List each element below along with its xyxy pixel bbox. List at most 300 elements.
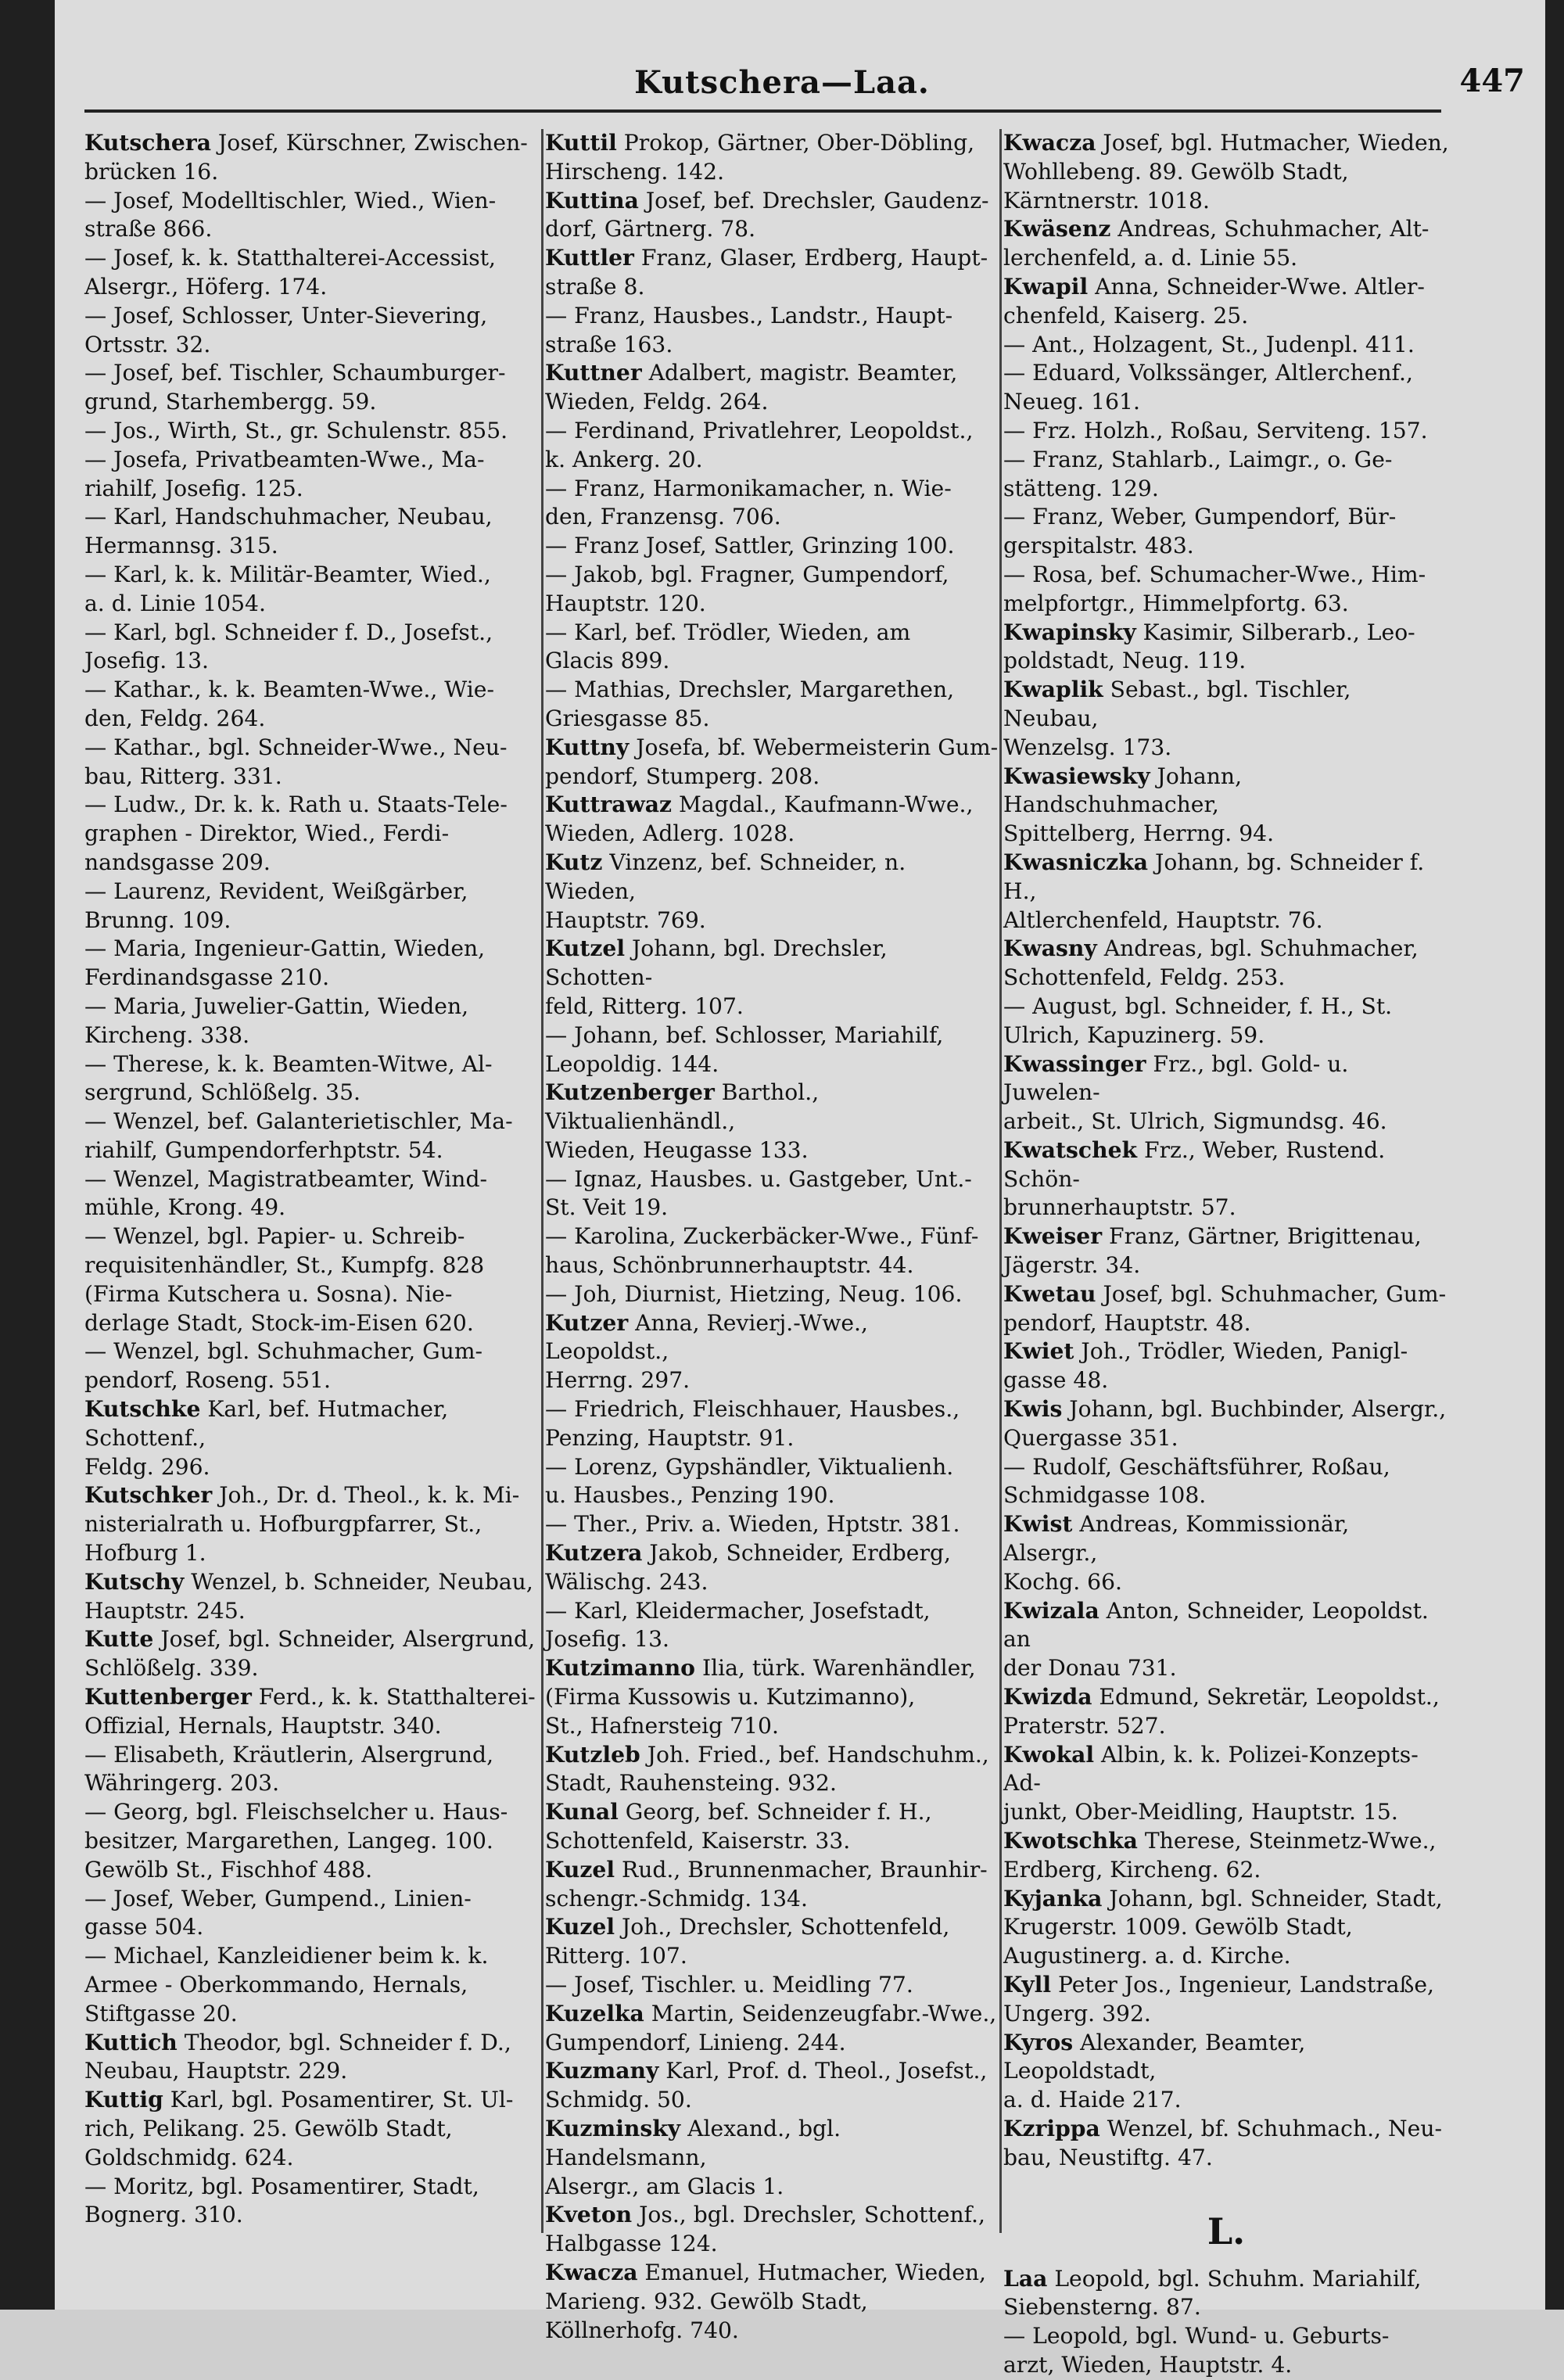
- directory-line: [545, 1798, 999, 1827]
- directory-line: [84, 849, 546, 878]
- directory-line: [545, 302, 999, 331]
- entry-text: Johann, bgl. Drechsler, Schotten-: [545, 935, 888, 991]
- surname: Kutte: [84, 1626, 154, 1653]
- directory-line: [84, 215, 546, 244]
- entry-text: Marieng. 932. Gewölb Stadt,: [545, 2288, 868, 2314]
- surname: Kuzel: [545, 1856, 615, 1883]
- entry-text: Siebensterng. 87.: [1003, 2294, 1201, 2321]
- directory-line: [1003, 273, 1449, 302]
- directory-line: [1003, 244, 1449, 273]
- directory-line: [84, 503, 546, 532]
- entry-text: — Frz. Holzh., Roßau, Serviteng. 157.: [1003, 417, 1428, 443]
- entry-text: Andreas, bgl. Schuhmacher,: [1096, 935, 1419, 962]
- surname: Kuttrawaz: [545, 792, 673, 818]
- entry-text: Feldg. 296.: [84, 1453, 210, 1480]
- entry-text: mühle, Krong. 49.: [84, 1194, 286, 1221]
- entry-text: a. d. Linie 1054.: [84, 590, 266, 616]
- directory-line: [545, 1194, 999, 1222]
- entry-text: Edmund, Sekretär, Leopoldst.,: [1092, 1684, 1440, 1711]
- directory-line: [84, 1366, 546, 1395]
- directory-line: [1003, 1280, 1449, 1309]
- entry-text: Vinzenz, bef. Schneider, n. Wieden,: [545, 849, 906, 904]
- surname: Kwasiewsky: [1003, 763, 1150, 789]
- surname: Kuttina: [545, 187, 639, 214]
- entry-text: bau, Neustiftg. 47.: [1003, 2144, 1213, 2170]
- directory-line: [545, 2173, 999, 2202]
- entry-text: St. Veit 19.: [545, 1194, 669, 1221]
- surname: Kutzenberger: [545, 1079, 715, 1106]
- entry-text: Josef, bef. Drechsler, Gaudenz-: [638, 187, 989, 214]
- entry-text: Ilia, türk. Warenhändler,: [695, 1655, 976, 1682]
- entry-text: Kärntnerstr. 1018.: [1003, 187, 1210, 214]
- entry-text: Wenzel, b. Schneider, Neubau,: [184, 1568, 533, 1595]
- directory-line: [1003, 2029, 1449, 2087]
- directory-line: [545, 2000, 999, 2029]
- directory-line: [545, 1251, 999, 1280]
- surname: Kunal: [545, 1799, 619, 1825]
- directory-line: [1003, 1050, 1449, 1108]
- entry-text: Theodor, bgl. Schneider f. D.,: [177, 2029, 511, 2055]
- entry-text: derlage Stadt, Stock-im-Eisen 620.: [84, 1309, 474, 1336]
- entry-text: — Maria, Juwelier-Gattin, Wieden,: [84, 993, 469, 1019]
- entry-text: Griesgasse 85.: [545, 705, 710, 731]
- directory-line: [545, 676, 999, 705]
- directory-line: [1003, 1568, 1449, 1597]
- directory-line: [84, 820, 546, 849]
- directory-line: [545, 2288, 999, 2317]
- directory-line: [1003, 619, 1449, 648]
- entry-text: — Jakob, bgl. Fragner, Gumpendorf,: [545, 561, 949, 587]
- directory-line: [545, 1222, 999, 1251]
- directory-line: [84, 446, 546, 475]
- directory-line: [545, 1913, 999, 1942]
- entry-text: Alsergr., am Glacis 1.: [545, 2173, 784, 2199]
- entry-text: — Kathar., bgl. Schneider-Wwe., Neu-: [84, 734, 508, 760]
- directory-line: [545, 1424, 999, 1453]
- entry-text: Ulrich, Kapuzinerg. 59.: [1003, 1021, 1265, 1048]
- directory-line: [1003, 1136, 1449, 1194]
- entry-text: Herrng. 297.: [545, 1367, 691, 1394]
- directory-line: [545, 215, 999, 244]
- directory-line: [1003, 1366, 1449, 1395]
- directory-line: [545, 1885, 999, 1914]
- entry-text: — Josef, Tischler. u. Meidling 77.: [545, 1972, 913, 1998]
- entry-text: a. d. Haide 217.: [1003, 2087, 1182, 2113]
- directory-line: [1003, 129, 1449, 158]
- entry-text: — Jos., Wirth, St., gr. Schulenstr. 855.: [84, 417, 508, 443]
- entry-text: Martin, Seidenzeugfabr.-Wwe.,: [644, 2000, 997, 2026]
- directory-line: [545, 849, 999, 906]
- entry-text: riahilf, Josefig. 125.: [84, 475, 303, 501]
- column-divider: [999, 129, 1002, 2233]
- directory-line: [1003, 647, 1449, 676]
- directory-line: [84, 1539, 546, 1568]
- entry-text: Penzing, Hauptstr. 91.: [545, 1424, 795, 1451]
- directory-line: [84, 1827, 546, 1856]
- entry-text: — Michael, Kanzleidiener beim k. k.: [84, 1943, 489, 1969]
- entry-text: Praterstr. 527.: [1003, 1712, 1166, 1739]
- directory-line: [84, 1510, 546, 1539]
- entry-text: Hauptstr. 769.: [545, 906, 706, 933]
- entry-text: Josef, bgl. Hutmacher, Wieden,: [1096, 130, 1449, 156]
- directory-line: [545, 734, 999, 763]
- surname: Kwasniczka: [1003, 849, 1149, 875]
- entry-text: u. Hausbes., Penzing 190.: [545, 1482, 835, 1509]
- header-rule: [84, 109, 1441, 113]
- surname: Kuttny: [545, 734, 630, 760]
- directory-line: [1003, 475, 1449, 504]
- directory-line: [545, 158, 999, 187]
- surname: Kuttig: [84, 2087, 163, 2113]
- directory-line: [545, 1942, 999, 1971]
- entry-text: Joh., Dr. d. Theol., k. k. Mi-: [212, 1482, 520, 1509]
- entry-text: Johann, bgl. Buchbinder, Alsergr.,: [1062, 1396, 1447, 1423]
- entry-text: Kircheng. 338.: [84, 1021, 250, 1048]
- directory-line: [1003, 1510, 1449, 1568]
- directory-line: [84, 1913, 546, 1942]
- entry-text: Johann, bgl. Schneider, Stadt,: [1102, 1885, 1443, 1912]
- entry-text: Halbgasse 124.: [545, 2231, 718, 2257]
- entry-text: Schlößelg. 339.: [84, 1655, 259, 1682]
- entry-text: Alsergr., Höferg. 174.: [84, 273, 328, 300]
- entry-text: — Joh, Diurnist, Hietzing, Neug. 106.: [545, 1280, 963, 1307]
- entry-text: Wieden, Adlerg. 1028.: [545, 820, 795, 847]
- entry-text: (Firma Kussowis u. Kutzimanno),: [545, 1684, 916, 1711]
- entry-text: Krugerstr. 1009. Gewölb Stadt,: [1003, 1914, 1353, 1940]
- directory-line: [545, 1971, 999, 2000]
- entry-text: — Josef, Modelltischler, Wied., Wien-: [84, 187, 497, 214]
- entry-text: Hauptstr. 120.: [545, 590, 706, 616]
- entry-text: straße 8.: [545, 273, 645, 300]
- entry-text: Andreas, Kommissionär, Alsergr.,: [1003, 1511, 1350, 1567]
- entry-text: Bognerg. 310.: [84, 2202, 243, 2228]
- entry-text: Ortsstr. 32.: [84, 331, 211, 357]
- directory-line: [545, 1568, 999, 1597]
- entry-text: — Rosa, bef. Schumacher-Wwe., Him-: [1003, 561, 1426, 587]
- entry-text: Johann, Handschuhmacher,: [1003, 763, 1243, 818]
- entry-text: Johann, bg. Schneider f. H.,: [1003, 849, 1425, 904]
- entry-text: melpfortgr., Himmelpfortg. 63.: [1003, 590, 1349, 616]
- directory-line: [1003, 1827, 1449, 1856]
- directory-line: [1003, 1683, 1449, 1712]
- directory-line: [545, 1712, 999, 1741]
- directory-line: [84, 1021, 546, 1050]
- directory-line: [545, 1395, 999, 1424]
- directory-line: [1003, 2265, 1449, 2294]
- entry-text: haus, Schönbrunnerhauptstr. 44.: [545, 1252, 914, 1279]
- entry-text: Anton, Schneider, Leopoldst. an: [1003, 1597, 1429, 1653]
- directory-line: [84, 734, 546, 763]
- directory-line: [84, 1136, 546, 1165]
- directory-line: [1003, 1021, 1449, 1050]
- directory-line: [545, 129, 999, 158]
- entry-text: (Firma Kutschera u. Sosna). Nie-: [84, 1280, 453, 1307]
- entry-text: pendorf, Roseng. 551.: [84, 1367, 331, 1394]
- entry-text: Ungerg. 392.: [1003, 2000, 1151, 2026]
- directory-line: [545, 2057, 999, 2086]
- entry-text: Wälischg. 243.: [545, 1568, 708, 1595]
- entry-text: bau, Ritterg. 331.: [84, 763, 282, 789]
- surname: Kwaplik: [1003, 677, 1103, 703]
- directory-line: [545, 1510, 999, 1539]
- entry-text: St., Hafnersteig 710.: [545, 1712, 779, 1739]
- directory-line: [84, 1050, 546, 1079]
- entry-text: — Karl, bef. Trödler, Wieden, am: [545, 619, 911, 645]
- directory-line: [545, 1366, 999, 1395]
- entry-text: — Laurenz, Revident, Weißgärber,: [84, 878, 468, 904]
- surname: Kwizda: [1003, 1684, 1092, 1711]
- directory-line: [1003, 2115, 1449, 2144]
- entry-text: Armee - Oberkommando, Hernals,: [84, 1972, 468, 1998]
- entry-text: Sebast., bgl. Tischler, Neubau,: [1003, 677, 1351, 731]
- directory-line: [84, 1568, 546, 1597]
- entry-text: Ritterg. 107.: [545, 1943, 687, 1969]
- directory-line: [1003, 2086, 1449, 2115]
- entry-text: Jakob, Schneider, Erdberg,: [642, 1540, 951, 1567]
- entry-text: Glacis 899.: [545, 648, 670, 674]
- directory-line: [1003, 590, 1449, 619]
- directory-line: [84, 417, 546, 446]
- surname: Kweiser: [1003, 1223, 1103, 1250]
- entry-text: Josefig. 13.: [545, 1626, 670, 1653]
- directory-line: [84, 964, 546, 993]
- directory-line: [545, 1625, 999, 1654]
- entry-text: Karl, Prof. d. Theol., Josefst.,: [658, 2058, 988, 2084]
- directory-line: [1003, 158, 1449, 187]
- directory-line: [84, 1712, 546, 1741]
- directory-line: [84, 475, 546, 504]
- directory-line: [1003, 1856, 1449, 1885]
- directory-line: [84, 1079, 546, 1107]
- page-title: Kutschera—Laa.: [634, 64, 930, 101]
- directory-line: [84, 561, 546, 590]
- entry-text: Adalbert, magistr. Beamter,: [641, 360, 958, 386]
- directory-line: [545, 1050, 999, 1079]
- entry-text: Neubau, Hauptstr. 229.: [84, 2058, 348, 2084]
- directory-line: [545, 1453, 999, 1482]
- directory-line: [1003, 503, 1449, 532]
- directory-line: [545, 590, 999, 619]
- entry-text: — Ther., Priv. a. Wieden, Hptstr. 381.: [545, 1511, 960, 1538]
- directory-line: [84, 2057, 546, 2086]
- entry-text: Wenzelsg. 173.: [1003, 734, 1172, 760]
- directory-line: [84, 1481, 546, 1510]
- directory-line: [84, 1971, 546, 2000]
- entry-text: Karl, bgl. Posamentirer, St. Ul-: [163, 2087, 514, 2113]
- entry-text: Jägerstr. 34.: [1003, 1252, 1141, 1279]
- directory-line: [84, 2201, 546, 2230]
- surname: Kuzmany: [545, 2058, 659, 2084]
- surname: Kwist: [1003, 1511, 1073, 1538]
- entry-text: — Josef, Schlosser, Unter-Sievering,: [84, 302, 488, 328]
- entry-text: Alexand., bgl. Handelsmann,: [545, 2115, 841, 2170]
- entry-text: Spittelberg, Herrng. 94.: [1003, 820, 1275, 847]
- surname: Laa: [1003, 2265, 1048, 2292]
- entry-text: Leopold, bgl. Schuhm. Mariahilf,: [1047, 2265, 1422, 2292]
- directory-line: [545, 1481, 999, 1510]
- directory-line: [84, 187, 546, 216]
- entry-text: Stiftgasse 20.: [84, 2000, 238, 2026]
- directory-line: [84, 791, 546, 820]
- entry-text: Währingerg. 203.: [84, 1770, 280, 1797]
- entry-text: Frz., Weber, Rustend. Schön-: [1003, 1136, 1386, 1192]
- surname: Kuttenberger: [84, 1684, 252, 1711]
- entry-text: gasse 504.: [84, 1914, 204, 1940]
- section-letter: L.: [1207, 2209, 1246, 2253]
- directory-line: [1003, 734, 1449, 763]
- entry-text: straße 866.: [84, 216, 213, 242]
- directory-line: [545, 1539, 999, 1568]
- entry-text: Joh. Fried., bef. Handschuhm.,: [640, 1741, 989, 1768]
- entry-text: Barthol., Viktualienhändl.,: [545, 1079, 820, 1135]
- entry-text: Gumpendorf, Linieng. 244.: [545, 2029, 846, 2055]
- entry-text: — Ant., Holzagent, St., Judenpl. 411.: [1003, 331, 1415, 357]
- entry-text: junkt, Ober-Meidling, Hauptstr. 15.: [1003, 1799, 1398, 1825]
- entry-text: Therese, Steinmetz-Wwe.,: [1137, 1828, 1437, 1854]
- entry-text: Josef, bgl. Schuhmacher, Gum-: [1096, 1280, 1447, 1307]
- entry-text: — Josef, k. k. Statthalterei-Accessist,: [84, 245, 496, 271]
- surname: Kuzminsky: [545, 2115, 681, 2141]
- directory-line: [1003, 359, 1449, 388]
- entry-text: Wieden, Feldg. 264.: [545, 389, 769, 415]
- surname: Kwatschek: [1003, 1136, 1138, 1163]
- entry-text: der Donau 731.: [1003, 1655, 1177, 1682]
- surname: Kwis: [1003, 1396, 1063, 1423]
- directory-line: [1003, 935, 1449, 964]
- directory-line: [1003, 1654, 1449, 1683]
- entry-text: — Franz, Stahlarb., Laimgr., o. Ge-: [1003, 446, 1393, 472]
- scan-border-right: [1545, 0, 1564, 2310]
- entry-text: Emanuel, Hutmacher, Wieden,: [637, 2259, 986, 2285]
- entry-text: Hofburg 1.: [84, 1540, 206, 1567]
- directory-line: [545, 2115, 999, 2173]
- entry-text: — Wenzel, bef. Galanterietischler, Ma-: [84, 1108, 513, 1135]
- directory-line: [84, 1885, 546, 1914]
- surname: Kyros: [1003, 2029, 1074, 2055]
- entry-text: — Franz, Harmonikamacher, n. Wie-: [545, 475, 952, 501]
- directory-line: [84, 331, 546, 360]
- entry-text: Ferd., k. k. Statthalterei-: [251, 1684, 536, 1711]
- directory-line: [84, 647, 546, 676]
- surname: Kwäsenz: [1003, 216, 1111, 242]
- directory-line: [545, 763, 999, 792]
- directory-line: [1003, 215, 1449, 244]
- entry-text: riahilf, Gumpendorferhptstr. 54.: [84, 1136, 443, 1163]
- directory-line: [84, 1856, 546, 1885]
- directory-line: [84, 532, 546, 561]
- directory-line: [545, 2201, 999, 2230]
- directory-line: [1003, 2351, 1449, 2380]
- entry-text: — Eduard, Volkssänger, Altlerchenf.,: [1003, 360, 1413, 386]
- directory-line: [1003, 1453, 1449, 1482]
- directory-line: [545, 2086, 999, 2115]
- entry-text: — Wenzel, bgl. Schuhmacher, Gum-: [84, 1338, 483, 1365]
- directory-line: [1003, 1741, 1449, 1799]
- directory-line: [545, 820, 999, 849]
- entry-text: Erdberg, Kircheng. 62.: [1003, 1856, 1261, 1883]
- directory-line: [545, 503, 999, 532]
- entry-text: gasse 48.: [1003, 1367, 1109, 1394]
- entry-text: Andreas, Schuhmacher, Alt-: [1110, 216, 1429, 242]
- directory-line: [545, 1280, 999, 1309]
- surname: Kwasny: [1003, 935, 1097, 962]
- column-3-entries: [1003, 129, 1449, 2173]
- directory-line: [84, 590, 546, 619]
- entry-text: Anna, Revierj.-Wwe., Leopoldst.,: [545, 1309, 868, 1365]
- entry-text: — Elisabeth, Kräutlerin, Alsergrund,: [84, 1741, 494, 1768]
- directory-line: [84, 1337, 546, 1366]
- entry-text: Prokop, Gärtner, Ober-Döbling,: [616, 130, 975, 156]
- entry-text: — Franz, Weber, Gumpendorf, Bür-: [1003, 504, 1397, 530]
- directory-line: [545, 1021, 999, 1050]
- surname: Kwiet: [1003, 1338, 1074, 1365]
- directory-line: [1003, 1251, 1449, 1280]
- entry-text: — Moritz, bgl. Posamentirer, Stadt,: [84, 2173, 479, 2199]
- entry-text: sergrund, Schlößelg. 35.: [84, 1079, 361, 1106]
- directory-line: [1003, 2000, 1449, 2029]
- entry-text: pendorf, Stumperg. 208.: [545, 763, 820, 789]
- entry-text: Brunng. 109.: [84, 906, 231, 933]
- entry-text: — Wenzel, bgl. Papier- u. Schreib-: [84, 1223, 465, 1250]
- entry-text: — Mathias, Drechsler, Margarethen,: [545, 677, 955, 703]
- entry-text: — Ignaz, Hausbes. u. Gastgeber, Unt.-: [545, 1165, 972, 1192]
- surname: Kyjanka: [1003, 1885, 1103, 1912]
- directory-line: [545, 1683, 999, 1712]
- entry-text: — Karl, bgl. Schneider f. D., Josefst.,: [84, 619, 493, 645]
- entry-text: Hirscheng. 142.: [545, 158, 725, 185]
- directory-line: [84, 1165, 546, 1194]
- directory-line: [84, 1942, 546, 1971]
- entry-text: nisterialrath u. Hofburgpfarrer, St.,: [84, 1511, 482, 1538]
- surname: Kyll: [1003, 1972, 1052, 1998]
- entry-text: — Lorenz, Gypshändler, Viktualienh.: [545, 1453, 954, 1480]
- directory-line: [84, 1280, 546, 1309]
- surname: Kuttich: [84, 2029, 178, 2055]
- directory-line: [1003, 388, 1449, 417]
- directory-line: [84, 2029, 546, 2058]
- directory-line: [1003, 820, 1449, 849]
- entry-text: grund, Starhembergg. 59.: [84, 389, 377, 415]
- entry-text: Hermannsg. 315.: [84, 533, 278, 559]
- directory-line: [84, 1683, 546, 1712]
- entry-text: requisitenhändler, St., Kumpfg. 828: [84, 1252, 485, 1279]
- directory-line: [84, 1309, 546, 1338]
- directory-line: [1003, 302, 1449, 331]
- directory-line: [1003, 1337, 1449, 1366]
- directory-line: [1003, 1971, 1449, 2000]
- column-3-entries-l: [1003, 2265, 1449, 2380]
- directory-line: [1003, 763, 1449, 820]
- directory-line: [84, 763, 546, 792]
- entry-text: — Josef, Weber, Gumpend., Linien-: [84, 1885, 472, 1912]
- directory-line: [545, 331, 999, 360]
- surname: Kutschke: [84, 1396, 201, 1423]
- directory-line: [84, 1222, 546, 1251]
- surname: Kutschker: [84, 1482, 213, 1509]
- entry-text: Schmidgasse 108.: [1003, 1482, 1207, 1509]
- directory-line: [84, 2173, 546, 2202]
- entry-text: den, Feldg. 264.: [84, 705, 266, 731]
- entry-text: Josefig. 13.: [84, 648, 210, 674]
- directory-line: [1003, 1798, 1449, 1827]
- directory-line: [84, 1395, 546, 1453]
- directory-line: [84, 244, 546, 273]
- entry-text: chenfeld, Kaiserg. 25.: [1003, 302, 1249, 328]
- entry-text: Augustinerg. a. d. Kirche.: [1003, 1943, 1291, 1969]
- surname: Kutzleb: [545, 1741, 640, 1768]
- directory-line: [84, 705, 546, 734]
- entry-text: dorf, Gärtnerg. 78.: [545, 216, 756, 242]
